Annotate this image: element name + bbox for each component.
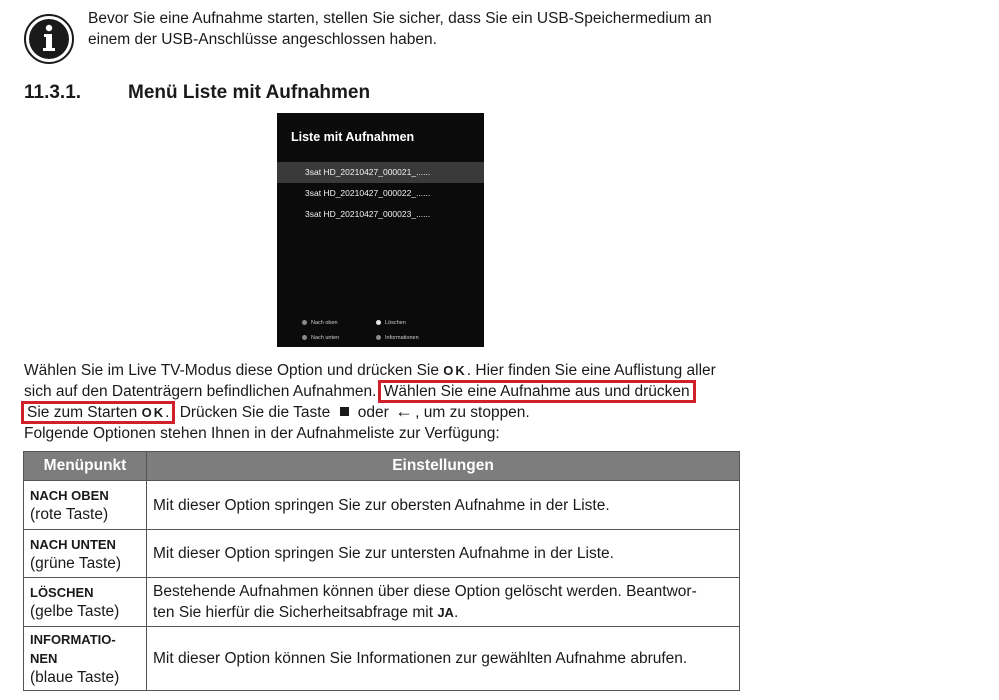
menu-name: NACH UNTEN bbox=[30, 536, 116, 552]
options-table bbox=[23, 451, 740, 691]
text-run: , um zu stoppen. bbox=[415, 404, 530, 421]
desc-cell: Mit dieser Option springen Sie zur untersten Aufnahme in der Liste. bbox=[147, 530, 740, 578]
header-menuepunkt: Menüpunkt bbox=[24, 452, 147, 481]
info-note bbox=[24, 6, 784, 66]
tv-legend-informationen bbox=[376, 334, 419, 342]
tv-recording-list bbox=[277, 162, 484, 225]
info-note-line-2: einem der USB-Anschlüsse angeschlossen haben. bbox=[88, 31, 437, 48]
text-run: Wählen Sie im Live TV-Modus diese Option und drücken Sie bbox=[24, 362, 444, 379]
menu-key-hint: (rote Taste) bbox=[30, 506, 109, 523]
table-row bbox=[24, 530, 740, 578]
section-number: 11.3.1. bbox=[24, 82, 82, 103]
section-heading bbox=[24, 82, 370, 104]
ok-key-label: OK bbox=[141, 405, 166, 420]
menu-key-hint: (grüne Taste) bbox=[30, 554, 122, 572]
text-run: Sie zum Starten bbox=[27, 404, 142, 421]
tv-legend bbox=[277, 313, 484, 347]
header-einstellungen: Einstellungen bbox=[147, 452, 740, 481]
table-row bbox=[24, 481, 740, 530]
desc-cell bbox=[147, 578, 740, 627]
ja-key-label: JA bbox=[437, 605, 454, 620]
menu-cell bbox=[24, 530, 147, 578]
text-run: Drücken Sie die Taste bbox=[175, 404, 335, 421]
desc-cell: Mit dieser Option springen Sie zur obersten Aufnahme in der Liste. bbox=[147, 481, 740, 530]
info-icon bbox=[24, 14, 74, 64]
tv-legend-nach-unten bbox=[302, 334, 339, 342]
section-title: Menü Liste mit Aufnahmen bbox=[128, 82, 371, 103]
highlight-box: Wählen Sie eine Aufnahme aus und drücken bbox=[378, 380, 696, 403]
tv-recording-item: 3sat HD_20210427_000021_...... bbox=[277, 162, 484, 183]
paragraph-line-3 bbox=[24, 402, 754, 423]
text-run: Bestehende Aufnahmen können über diese Option gelöscht werden. Beantwor- bbox=[153, 583, 697, 600]
tv-recording-item: 3sat HD_20210427_000023_...... bbox=[305, 209, 431, 219]
legend-dot-icon bbox=[376, 320, 381, 325]
text-run: . Hier finden Sie eine Auflistung aller bbox=[466, 362, 716, 379]
legend-label: Nach unten bbox=[311, 335, 340, 341]
menu-name: NACH OBEN bbox=[30, 488, 109, 503]
table-header-row bbox=[24, 452, 740, 481]
text-run: sich auf den Datenträgern befindlichen Aufnahmen. bbox=[24, 383, 377, 400]
legend-dot-icon bbox=[376, 335, 381, 340]
paragraph-line-2 bbox=[24, 381, 754, 402]
menu-cell bbox=[24, 627, 147, 691]
legend-dot-icon bbox=[302, 320, 307, 325]
menu-key-hint: (gelbe Taste) bbox=[30, 603, 120, 620]
desc-cell: Mit dieser Option können Sie Informationen zur gewählten Aufnahme abrufen. bbox=[147, 627, 740, 691]
menu-cell bbox=[24, 578, 147, 627]
info-note-line-1: Bevor Sie eine Aufnahme starten, stellen Sie sicher, dass Sie ein USB-Speichermedium an bbox=[88, 10, 712, 27]
tv-screen-title: Liste mit Aufnahmen bbox=[291, 130, 415, 144]
legend-label: Informationen bbox=[385, 335, 419, 341]
tv-legend-nach-oben bbox=[302, 319, 338, 327]
text-run: oder bbox=[353, 404, 394, 421]
table-row bbox=[24, 578, 740, 627]
highlight-box bbox=[21, 401, 175, 424]
legend-label: Nach oben bbox=[311, 320, 338, 326]
legend-dot-icon bbox=[302, 335, 307, 340]
text-run: . bbox=[453, 604, 459, 621]
legend-label: Löschen bbox=[385, 320, 406, 326]
table-row bbox=[24, 627, 740, 691]
tv-recording-list-screenshot bbox=[277, 113, 484, 347]
menu-cell bbox=[24, 481, 147, 530]
desc-line-2 bbox=[153, 602, 733, 623]
ok-key-label: OK bbox=[443, 363, 467, 378]
tv-legend-loeschen bbox=[376, 319, 406, 327]
text-run: ten Sie hierfür die Sicherheitsabfrage mit bbox=[153, 604, 438, 621]
stop-icon bbox=[340, 407, 349, 416]
paragraph-line-4: Folgende Optionen stehen Ihnen in der Aufnahmeliste zur Verfügung: bbox=[24, 425, 500, 442]
menu-name: LÖSCHEN bbox=[30, 585, 94, 600]
menu-key-hint: (blaue Taste) bbox=[30, 669, 120, 686]
menu-name: INFORMATIO- bbox=[30, 632, 116, 647]
tv-recording-item: 3sat HD_20210427_000022_...... bbox=[305, 188, 431, 198]
menu-name: NEN bbox=[30, 651, 58, 666]
back-arrow-icon: ← bbox=[395, 401, 414, 421]
text-run: . bbox=[165, 404, 170, 421]
info-note-text bbox=[88, 8, 778, 50]
instruction-paragraph bbox=[24, 360, 754, 444]
paragraph-line-1 bbox=[24, 360, 754, 381]
